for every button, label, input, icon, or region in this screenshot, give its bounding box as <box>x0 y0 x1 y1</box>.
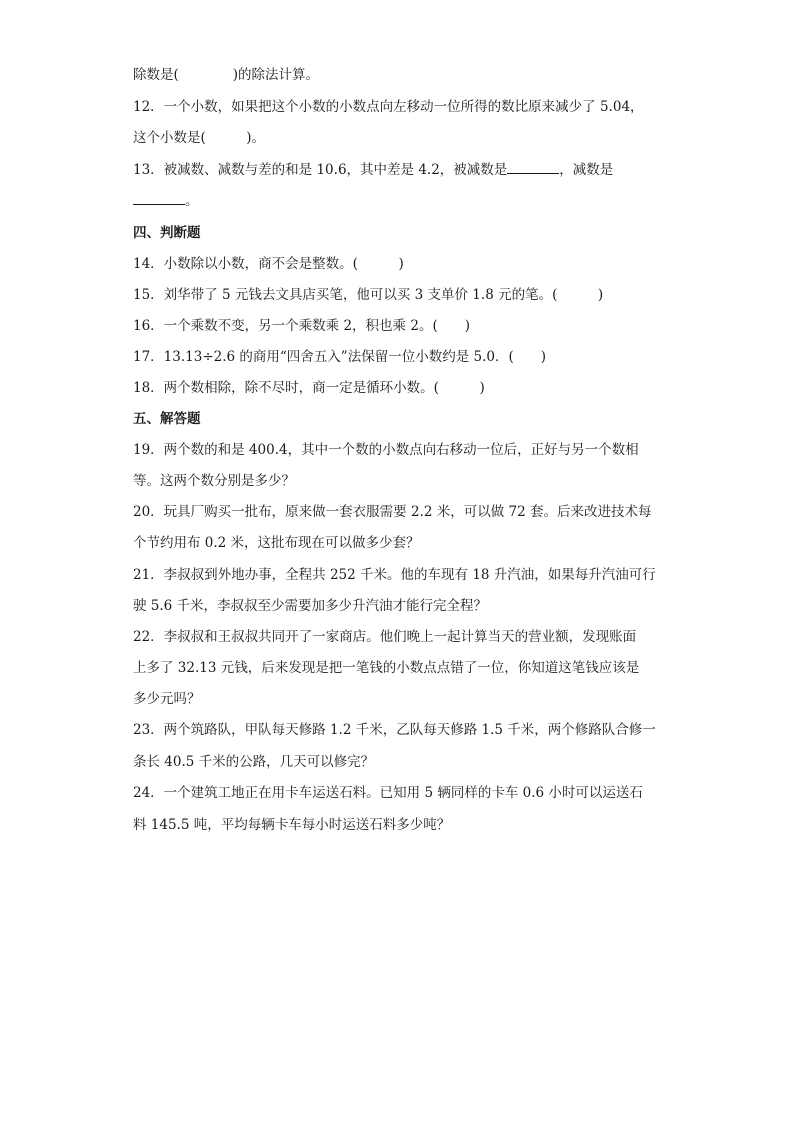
line-text: 上多了 32.13 元钱，后来发现是把一笔钱的小数点点错了一位，你知道这笔钱应该是 <box>133 660 640 676</box>
question-22 <box>133 628 673 646</box>
line-text: 17．13.13÷2.6 的商用“四舍五入”法保留一位小数约是 5.0．( ) <box>133 349 546 365</box>
question-20 <box>133 503 673 521</box>
question-19 <box>133 441 673 459</box>
question-18 <box>133 379 673 397</box>
section-heading-answers <box>133 410 673 428</box>
question-24 <box>133 784 673 802</box>
heading-text: 五、解答题 <box>133 411 201 427</box>
line-text: 20．玩具厂购买一批布，原来做一套衣服需要 2.2 米，可以做 72 套。后来改进技术每 <box>133 504 652 520</box>
text-line <box>133 659 673 677</box>
text-line <box>133 534 673 552</box>
heading-text: 四、判断题 <box>133 225 201 241</box>
line-text: 等。这两个数分别是多少？ <box>133 473 295 489</box>
text-line <box>133 690 673 708</box>
answer-blank[interactable] <box>133 192 185 205</box>
text-line <box>133 753 673 771</box>
line-text: 15．刘华带了 5 元钱去文具店买笔，他可以买 3 支单价 1.8 元的笔。( ) <box>133 287 604 303</box>
text-line <box>133 816 673 834</box>
line-text: 24．一个建筑工地正在用卡车运送石料。已知用 5 辆同样的卡车 0.6 小时可以运送石 <box>133 785 643 801</box>
text-line <box>133 66 673 84</box>
line-text: 19．两个数的和是 400.4，其中一个数的小数点向右移动一位后，正好与另一个数相 <box>133 442 639 458</box>
line-text: 12．一个小数，如果把这个小数的小数点向左移动一位所得的数比原来减少了 5.04， <box>133 99 644 115</box>
line-text: 16．一个乘数不变，另一个乘数乘 2，积也乘 2。( ) <box>133 318 470 334</box>
question-15 <box>133 286 673 304</box>
section-heading-judgement <box>133 224 673 242</box>
line-text: 21．李叔叔到外地办事，全程共 252 千米。他的车现有 18 升汽油，如果每升汽油可行 <box>133 567 656 583</box>
line-text: 多少元吗？ <box>133 691 201 707</box>
line-text: 这个小数是( )。 <box>133 130 266 146</box>
text-line <box>133 129 673 147</box>
question-16 <box>133 317 673 335</box>
line-text: 18．两个数相除，除不尽时，商一定是循环小数。( ) <box>133 380 485 396</box>
line-text: 条长 40.5 千米的公路，几天可以修完？ <box>133 754 375 770</box>
question-13 <box>133 161 673 179</box>
question-14 <box>133 255 673 273</box>
question-12 <box>133 98 673 116</box>
question-17 <box>133 348 673 366</box>
line-text: 22．李叔叔和王叔叔共同开了一家商店。他们晚上一起计算当天的营业额，发现账面 <box>133 629 637 645</box>
question-21 <box>133 566 673 584</box>
answer-blank[interactable] <box>507 161 559 174</box>
text-line <box>133 597 673 615</box>
text-line <box>133 192 673 210</box>
line-text: 13．被减数、减数与差的和是 10.6，其中差是 4.2，被减数是 <box>133 162 508 178</box>
line-text: ，减数是 <box>559 162 614 178</box>
line-text: 驶 5.6 千米，李叔叔至少需要加多少升汽油才能行完全程？ <box>133 598 488 614</box>
line-text: 除数是( )的除法计算。 <box>133 67 320 83</box>
line-text: 。 <box>185 193 199 209</box>
line-text: 个节约用布 0.2 米，这批布现在可以做多少套？ <box>133 535 420 551</box>
line-text: 料 145.5 吨，平均每辆卡车每小时运送石料多少吨？ <box>133 817 451 833</box>
line-text: 14．小数除以小数，商不会是整数。( ) <box>133 256 404 272</box>
line-text: 23．两个筑路队，甲队每天修路 1.2 千米，乙队每天修路 1.5 千米，两个修路队合修一 <box>133 722 656 738</box>
text-line <box>133 472 673 490</box>
question-23 <box>133 721 673 739</box>
